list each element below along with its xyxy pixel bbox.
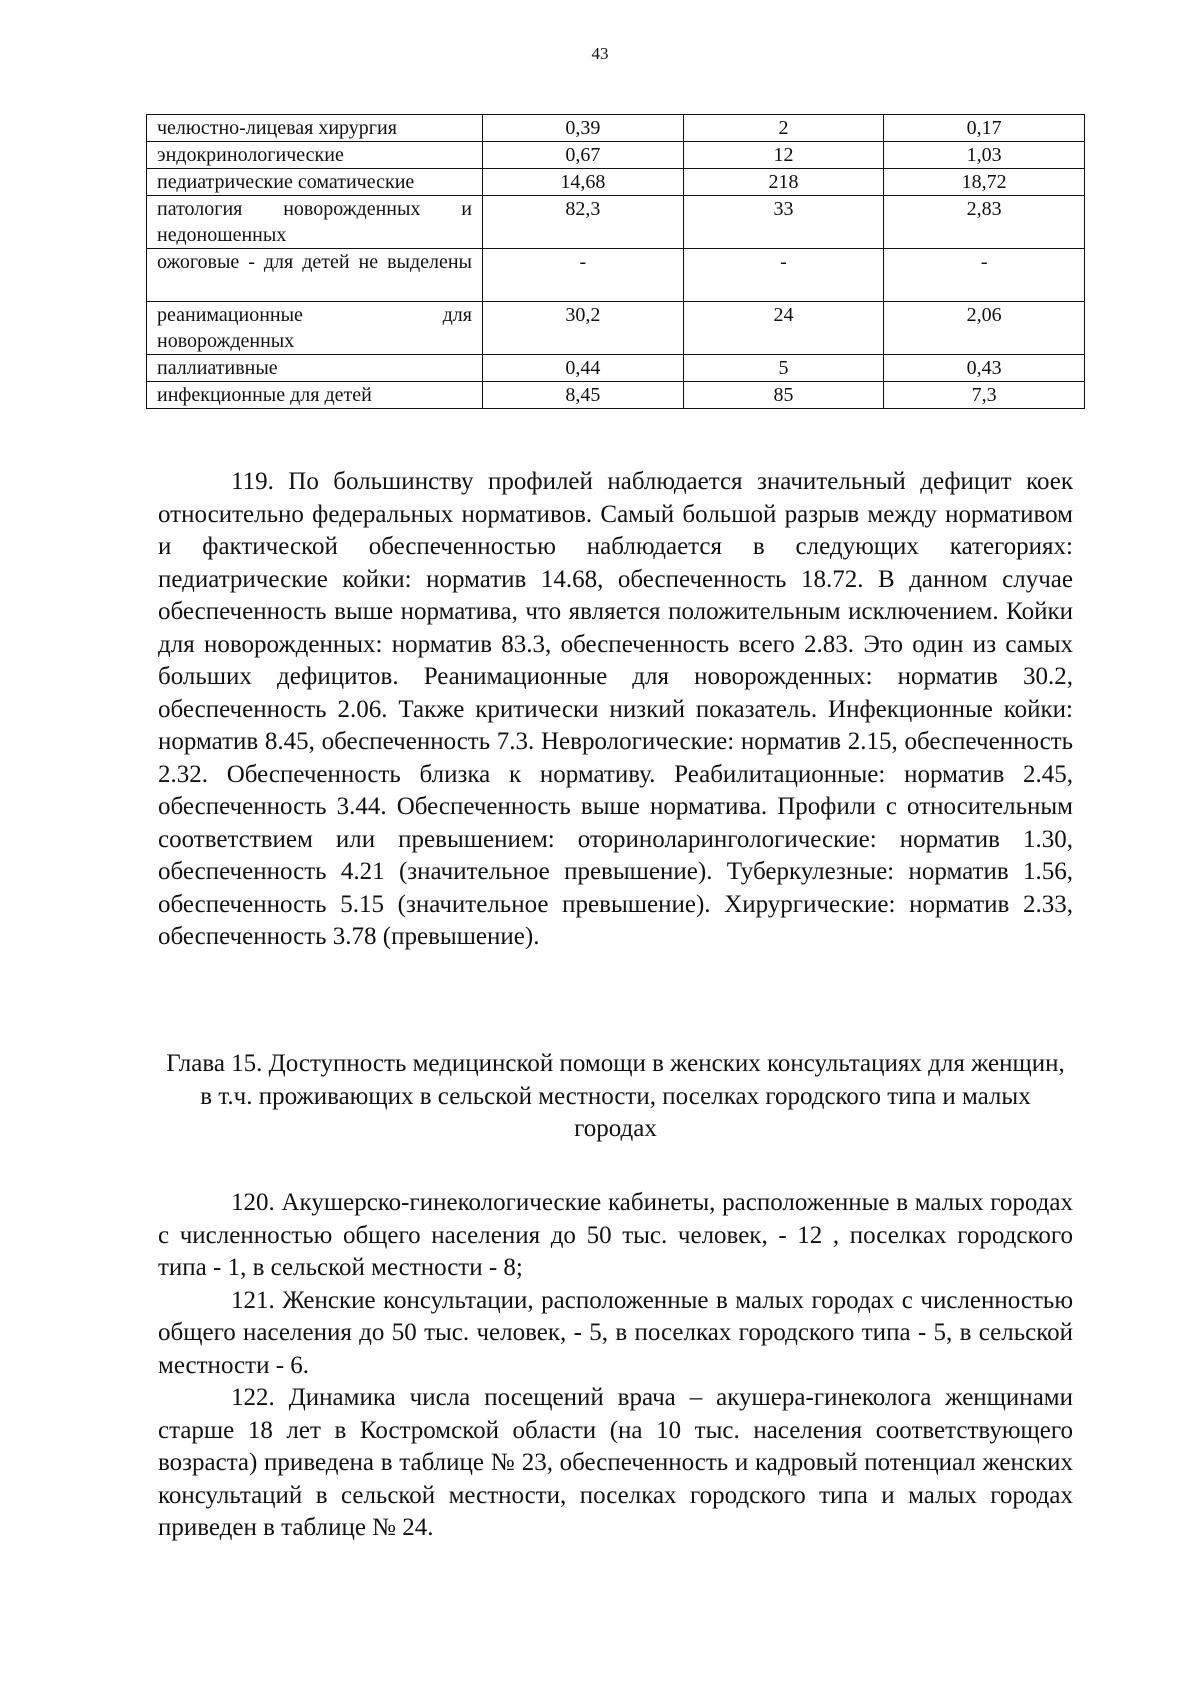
bed-provision-table <box>146 114 1085 409</box>
profile-cell: паллиативные <box>147 355 483 382</box>
value-cell: 18,72 <box>884 169 1085 196</box>
value-cell: 2 <box>683 115 884 142</box>
value-cell: 85 <box>683 382 884 409</box>
paragraph-120: 120. Акушерско-гинекологические кабинеты, расположенные в малых городах с численностью общего населения до 50 тыс. человек, - 12 , поселках городского типа - 1, в сельской местности - 8; <box>158 1189 1073 1281</box>
value-cell: 12 <box>683 142 884 169</box>
value-cell: - <box>884 249 1085 302</box>
table-row <box>147 302 1085 355</box>
profile-cell: реанимационные для новорожденных <box>147 302 483 355</box>
value-cell: 82,3 <box>483 196 684 249</box>
value-cell: 0,44 <box>483 355 684 382</box>
table-row <box>147 169 1085 196</box>
profile-cell: челюстно-лицевая хирургия <box>147 115 483 142</box>
profile-cell: патология новорожденных и недоношенных <box>147 196 483 249</box>
profile-cell: ожоговые - для детей не выделены <box>147 249 483 302</box>
table-row <box>147 142 1085 169</box>
profile-cell: эндокринологические <box>147 142 483 169</box>
paragraph-119: 119. По большинству профилей наблюдается значительный дефицит коек относительно федеральных нормативов. Самый большой разрыв между нормативом и фактической обеспеченностью наблюдается в следующих категориях: педиатрические койки: норматив 14.68, обеспеченность 18.72. В данном случае обеспеченность выше норматива, что является положительным исключением. Койки для новорожденных: норматив 83.3, обеспеченность всего 2.83. Это один из самых больших дефицитов. Реанимационные для новорожденных: норматив 30.2, обеспеченность 2.06. Также критически низкий показатель. Инфекционные койки: норматив 8.45, обеспеченность 7.3. Неврологические: норматив 2.15, обеспеченность 2.32. Обеспеченность близка к нормативу. Реабилитационные: норматив 2.45, обеспеченность 3.44. Обеспеченность выше норматива. Профили с относительным соответствием или превышением: оториноларингологические: норматив 1.30, обеспеченность 4.21 (значительное превышение). Туберкулезные: норматив 1.56, обеспеченность 5.15 (значительное превышение). Хирургические: норматив 2.33, обеспеченность 3.78 (превышение). <box>158 468 1073 950</box>
paragraph-119-block <box>158 466 1073 954</box>
value-cell: 0,17 <box>884 115 1085 142</box>
paragraphs-120-122-block <box>158 1187 1073 1545</box>
value-cell: 2,83 <box>884 196 1085 249</box>
value-cell: 5 <box>683 355 884 382</box>
profile-cell: педиатрические соматические <box>147 169 483 196</box>
value-cell: 7,3 <box>884 382 1085 409</box>
value-cell: 33 <box>683 196 884 249</box>
value-cell: 1,03 <box>884 142 1085 169</box>
value-cell: 0,39 <box>483 115 684 142</box>
table-row <box>147 115 1085 142</box>
value-cell: - <box>483 249 684 302</box>
value-cell: 2,06 <box>884 302 1085 355</box>
value-cell: 0,43 <box>884 355 1085 382</box>
value-cell: 0,67 <box>483 142 684 169</box>
value-cell: - <box>683 249 884 302</box>
value-cell: 218 <box>683 169 884 196</box>
value-cell: 30,2 <box>483 302 684 355</box>
paragraph-122: 122. Динамика числа посещений врача – акушера-гинеколога женщинами старше 18 лет в Костромской области (на 10 тыс. населения соответствующего возраста) приведена в таблице № 23, обеспеченность и кадровый потенциал женских консультаций в сельской местности, поселках городского типа и малых городах приведен в таблице № 24. <box>158 1384 1073 1541</box>
profile-cell: инфекционные для детей <box>147 382 483 409</box>
value-cell: 8,45 <box>483 382 684 409</box>
paragraph-121: 121. Женские консультации, расположенные в малых городах с численностью общего населения до 50 тыс. человек, - 5, в поселках городского типа - 5, в сельской местности - 6. <box>158 1286 1073 1379</box>
value-cell: 14,68 <box>483 169 684 196</box>
value-cell: 24 <box>683 302 884 355</box>
chapter-title: Глава 15. Доступность медицинской помощи в женских консультациях для женщин, в т.ч. проживающих в сельской местности, поселках городского типа и малых городах <box>166 1050 1065 1142</box>
table-row <box>147 196 1085 249</box>
page-number: 43 <box>591 44 609 63</box>
table-row <box>147 355 1085 382</box>
table-row <box>147 382 1085 409</box>
table-row <box>147 249 1085 302</box>
